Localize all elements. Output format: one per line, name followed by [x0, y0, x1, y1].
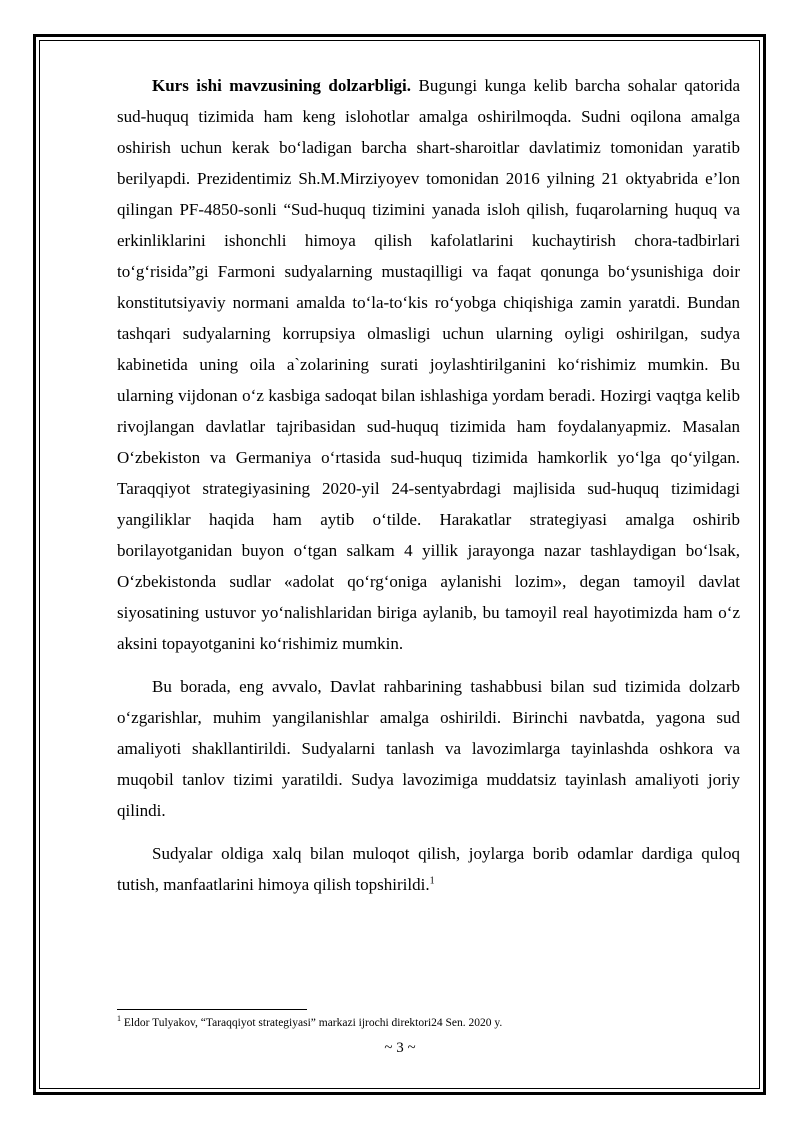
- footnote-divider: [117, 1009, 307, 1010]
- main-text: [117, 70, 740, 900]
- footnote: [117, 1016, 740, 1030]
- relevance-heading: Kurs ishi mavzusining dolzarbligi.: [152, 76, 412, 95]
- paragraph-relevance: [117, 70, 740, 659]
- judges-text: Sudyalar oldiga xalq bilan muloqot qilish, joylarga borib odamlar dardiga quloq tutish, manfaatlarini himoya qilish topshirildi.: [117, 844, 740, 894]
- footnote-text: Eldor Tulyakov, “Taraqqiyot strategiyasi” markazi ijrochi direktori24 Sen. 2020 y.: [121, 1017, 503, 1029]
- paragraph-reforms: Bu borada, eng avvalo, Davlat rahbarining tashabbusi bilan sud tizimida dolzarb o‘zgarishlar, muhim yangilanishlar amalga oshirildi. Birinchi navbatda, yagona sud amaliyoti shakllantirildi. Sudyalarni tanlash va lavozimlarga tayinlashda oshkora va muqobil tanlov tizimi yaratildi. Sudya lavozimiga muddatsiz tayinlash amaliyoti joriy qilindi.: [117, 677, 740, 820]
- footnote-marker: 1: [117, 1014, 121, 1024]
- footnote-reference[interactable]: 1: [429, 875, 435, 887]
- paragraph-judges: [117, 838, 740, 900]
- page-number: ~ 3 ~: [384, 1040, 416, 1056]
- relevance-text: Bugungi kunga kelib barcha sohalar qatorida sud-huquq tizimida ham keng islohotlar amalga oshirilmoqda. Sudni oqilona amalga oshirish uchun kerak bo‘ladigan barcha shart-sharoitlar davlatimiz tomonidan yaratib berilyapdi. Prezidentimiz Sh.M.Mirziyoyev tomonidan 2016 yilning 21 oktyabrida e’lon qilingan PF-4850-sonli “Sud-huquq tizimini yanada isloh qilish, fuqarolarning huquq va erkinliklarini ishonchli himoya qilish kafolatlarini kuchaytirish chora-tadbirlari to‘g‘risida”gi Farmoni sudyalarning mustaqilligi va faqat qonunga bo‘ysunishiga doir konstitutsiyaviy normani amalda to‘la-to‘kis ro‘yobga chiqishiga zamin yaratdi. Bundan tashqari sudyalarning korrupsiya olmasligi uchun ularning oyligi oshirilgan, sudya kabinetida uning oila a`zolarining surati joylashtirilganini ko‘rishimiz mumkin. Bu ularning vijdonan o‘z kasbiga sadoqat bilan ishlashiga yordam beradi. Hozirgi vaqtga kelib rivojlangan davlatlar tajribasidan sud-huquq tizimida ham foydalanyapmiz. Masalan O‘zbekiston va Germaniya o‘rtasida sud-huquq tizimida hamkorlik yo‘lga qo‘yilgan. Taraqqiyot strategiyasining 2020-yil 24-sentyabrdagi majlisida sud-huquq tizimidagi yangiliklar haqida ham aytib o‘tilde. Harakatlar strategiyasi amalga oshirib borilayotganidan buyon o‘tgan salkam 4 yillik jarayonga nazar tashlaydigan bo‘lsak, O‘zbekistonda sudlar «adolat qo‘rg‘oniga aylanishi lozim», degan tamoyil davlat siyosatining ustuvor yo‘nalishlaridan biriga aylanib, bu tamoyil real hayotimizda ham o‘z aksini topayotganini ko‘rishimiz mumkin.: [117, 76, 740, 653]
